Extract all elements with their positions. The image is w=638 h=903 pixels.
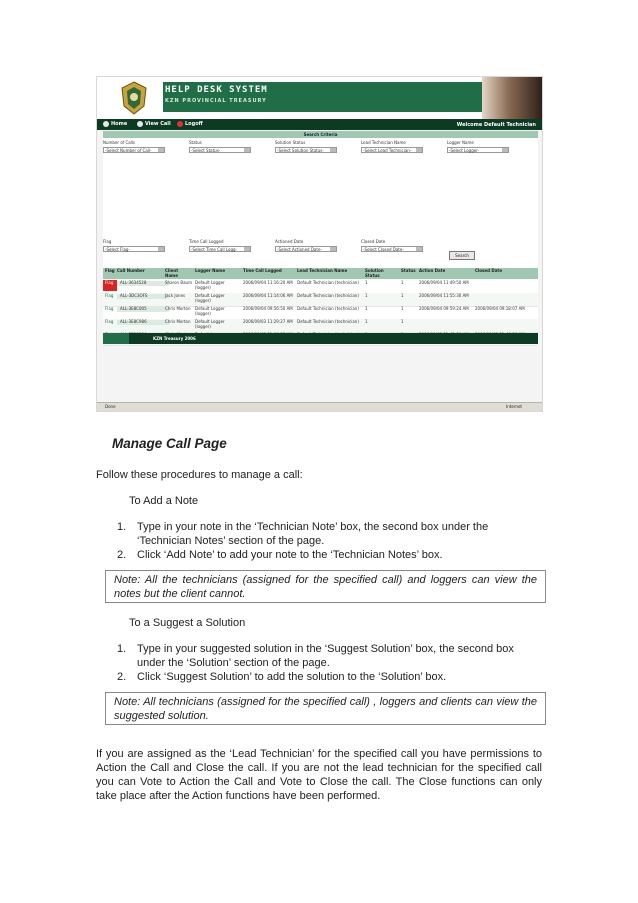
table-cell: Default Logger (logger) [195, 293, 225, 303]
page-heading: Manage Call Page [112, 436, 227, 451]
top-nav [97, 119, 542, 130]
status-done: Done [105, 404, 116, 409]
list-text: Click ‘Add Note’ to add your note to the ‘Technician Notes’ box. [137, 549, 443, 561]
filter-time-call-logged [189, 239, 251, 252]
table-cell: Sharon Baum [165, 280, 192, 285]
filter-solution-status [275, 140, 337, 153]
nav-home[interactable] [103, 121, 127, 127]
call-number-link[interactable]: ALL-3E8C986 [117, 320, 169, 325]
table-cell: 2006/09/04 09:59:24 AM [419, 306, 469, 311]
table-cell: Default Technician (technician) [297, 306, 359, 311]
home-icon [103, 121, 109, 127]
filter-actioned-date [275, 239, 337, 252]
note-box-notes: Note: All the technicians (assigned for the specified call) and loggers can view the notes but the client cannot. [105, 570, 546, 603]
main-content [103, 131, 538, 333]
col-header: Flag [105, 268, 115, 273]
col-header: Status [401, 268, 416, 273]
flag-link[interactable]: Flag [105, 280, 114, 285]
table-cell: Default Logger (logger) [195, 306, 225, 316]
list-number: 1. [117, 643, 127, 655]
solution-status-select[interactable]: -Select Solution Status- [275, 147, 337, 153]
list-text: Click ‘Suggest Solution’ to add the solution to the ‘Solution’ box. [137, 671, 447, 683]
table-cell: 2006/09/04 11:55:30 AM [419, 293, 469, 298]
browser-status-bar [97, 402, 542, 411]
note-box-solutions: Note: All technicians (assigned for the specified call) , loggers and clients can view the suggested solution. [105, 692, 546, 725]
table-cell: 1 [401, 306, 404, 311]
col-header: Logger Name [195, 268, 226, 273]
filter-status [189, 140, 251, 153]
filter-closed-date [361, 239, 423, 252]
actioned-date-select[interactable]: -Select Actioned Date- [275, 246, 337, 252]
calls-table-header [103, 268, 538, 279]
flag-link[interactable]: Flag [105, 319, 114, 324]
table-cell: 1 [365, 293, 368, 298]
filter-label: Logger Name [447, 140, 474, 145]
table-row[interactable] [103, 293, 538, 307]
filter-label: Actioned Date [275, 239, 304, 244]
filter-number-of-calls [103, 140, 165, 153]
call-number-link[interactable]: ALL-3634528 [117, 281, 169, 286]
table-cell: 2006/09/04 11:16:20 AM [243, 280, 293, 285]
table-cell: 2006/09/04 11:14:06 AM [243, 293, 293, 298]
filter-label: Solution Status [275, 140, 306, 145]
table-cell: 1 [401, 293, 404, 298]
table-cell: 1 [401, 280, 404, 285]
table-cell: 1 [365, 306, 368, 311]
table-cell: 1 [365, 280, 368, 285]
number-of-calls-select[interactable]: -Select Number of Call- [103, 147, 165, 153]
app-subtitle: KZN PROVINCIAL TREASURY [165, 98, 267, 104]
table-cell: 2006/09/04 09:18:07 AM [475, 306, 525, 311]
time-call-logged-select[interactable]: -Select Time Call Logg- [189, 246, 251, 252]
filter-label: Closed Date [361, 239, 386, 244]
filter-flag [103, 239, 165, 252]
table-cell: Jack Jones [165, 293, 186, 298]
table-row[interactable] [103, 306, 538, 320]
list-item [117, 548, 542, 562]
helpdesk-agent-photo [482, 77, 542, 119]
table-cell: Chris Morton [165, 319, 191, 324]
table-cell: 1 [401, 319, 404, 324]
filter-label: Flag [103, 239, 112, 244]
list-text: Type in your suggested solution in the ‘Suggest Solution’ box, the second box under the ‘Solution’ section of the page. [137, 643, 514, 669]
col-header: Action Date [419, 268, 446, 273]
list-item [117, 520, 542, 548]
footer-text: KZN Treasury 2006 [153, 336, 196, 341]
table-cell: Default Logger (logger) [195, 280, 225, 290]
list-text: Type in your note in the ‘Technician Note’ box, the second box under the ‘Technician Notes’ section of the page. [137, 521, 489, 547]
search-button[interactable]: Search [449, 251, 475, 260]
section-suggest-solution-title: To a Suggest a Solution [129, 617, 246, 629]
suggest-solution-steps [117, 642, 542, 684]
table-cell: Default Technician (technician) [297, 319, 359, 324]
lead-technician-select[interactable]: -Select Lead Technician- [361, 147, 423, 153]
filter-logger-name [447, 140, 509, 153]
col-header: Solution Status [365, 268, 384, 278]
app-banner [97, 77, 542, 119]
flag-select[interactable]: -Select Flag- [103, 246, 165, 252]
nav-home-label: Home [111, 121, 128, 127]
table-row[interactable] [103, 280, 538, 294]
filter-label: Lead Technician Name [361, 140, 406, 145]
nav-view-call-label: View Call [145, 121, 171, 127]
col-header: Time Call Logged [243, 268, 282, 273]
coat-of-arms-icon [119, 80, 149, 116]
section-add-note-title: To Add a Note [129, 495, 199, 507]
table-cell: 2006/09/04 09:56:50 AM [243, 306, 293, 311]
app-screenshot [96, 76, 543, 412]
add-note-steps [117, 520, 542, 562]
search-criteria-title: Search Criteria [103, 131, 538, 138]
call-number-link[interactable]: ALL-3DC3OFS [117, 294, 169, 299]
welcome-text: Welcome Default Technician [456, 122, 536, 128]
list-number: 2. [117, 549, 127, 561]
nav-logoff[interactable] [177, 121, 203, 127]
filter-lead-technician [361, 140, 423, 153]
app-title: HELP DESK SYSTEM [165, 85, 268, 95]
table-row[interactable] [103, 319, 538, 333]
closing-paragraph: If you are assigned as the ‘Lead Technician’ for the specified call you have permissions to Action the Call and Close the call. If you are not the lead technician for the specified call you can Vote to Action the Call and Vote to Close the call. The Close functions can only take place after the Action functions have been performed. [96, 748, 542, 802]
intro-text: Follow these procedures to manage a call: [96, 469, 303, 481]
col-header: Call Number [117, 268, 145, 273]
view-call-icon [137, 121, 143, 127]
app-footer [129, 333, 538, 344]
list-item [117, 642, 542, 670]
list-number: 2. [117, 671, 127, 683]
table-cell: 2006/09/03 11:29:27 AM [243, 319, 293, 324]
col-header: Client Name [165, 268, 179, 278]
flag-link[interactable]: Flag [105, 306, 114, 311]
filter-label: Time Call Logged [189, 239, 224, 244]
table-cell: 1 [365, 319, 368, 324]
table-cell: Default Logger (logger) [195, 319, 225, 329]
list-item [117, 670, 542, 684]
footer-stripe [103, 333, 129, 344]
list-number: 1. [117, 521, 127, 533]
table-cell: Default Technician (technician) [297, 280, 359, 285]
filter-label: Status [189, 140, 202, 145]
closed-date-select[interactable]: -Select Closed Date- [361, 246, 423, 252]
filter-label: Number of Calls [103, 140, 136, 145]
nav-logoff-label: Logoff [185, 121, 203, 127]
status-internet-zone: Internet [506, 404, 522, 409]
logger-name-select[interactable]: -Select Logger- [447, 147, 509, 153]
status-select[interactable]: -Select Status- [189, 147, 251, 153]
table-cell: 2006/09/04 11:49:50 AM [419, 280, 469, 285]
table-cell: Default Technician (technician) [297, 293, 359, 298]
nav-view-call[interactable] [137, 121, 171, 127]
logoff-icon [177, 121, 183, 127]
col-header: Lead Technician Name [297, 268, 348, 273]
col-header: Closed Date [475, 268, 503, 273]
flag-link[interactable]: Flag [105, 293, 114, 298]
call-number-link[interactable]: ALL-3E8C005 [117, 307, 169, 312]
table-cell: Chris Morton [165, 306, 191, 311]
